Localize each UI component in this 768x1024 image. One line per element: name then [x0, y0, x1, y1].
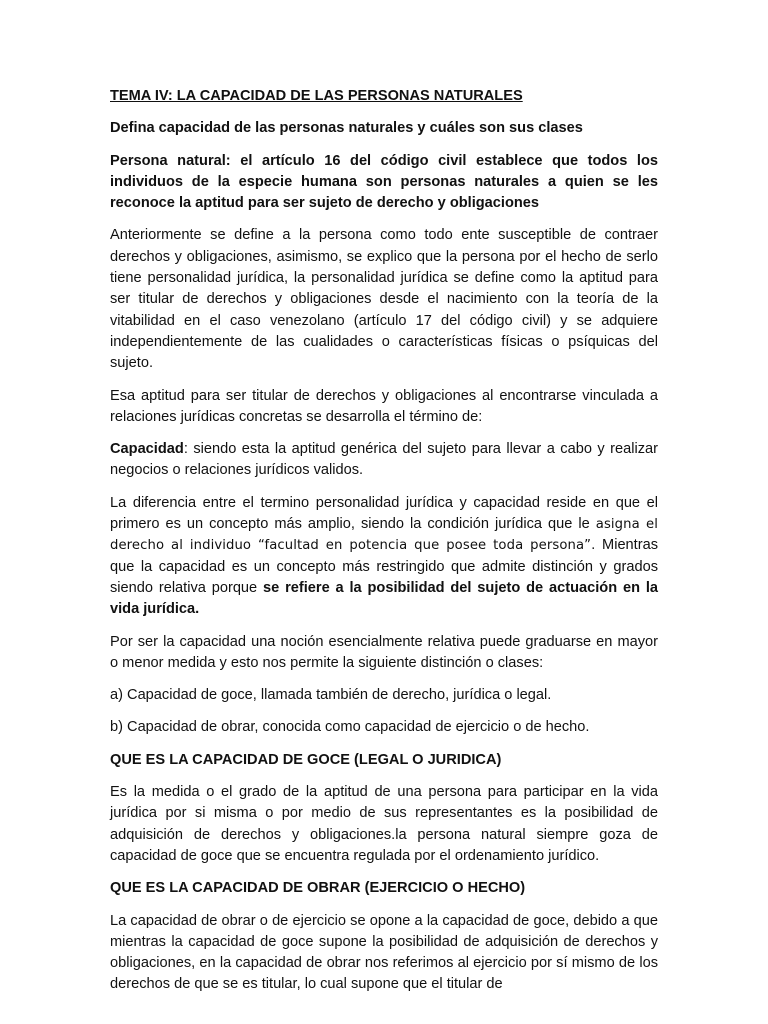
paragraph-capacidad-goce: Es la medida o el grado de la aptitud de una persona para participar en la vida jurídica por si misma o por medio de sus representantes es la posibilidad de adquisición de derechos y obligaciones.la persona natural siempre goza de capacidad de goce que se encuentra regulada por el ordenamiento jurídico.: [110, 784, 658, 864]
capacidad-term: Capacidad: [110, 441, 184, 458]
paragraph-capacidad: [110, 439, 658, 482]
document-page: [110, 78, 658, 1005]
question-heading: Defina capacidad de las personas naturales y cuáles son sus clases: [110, 120, 583, 137]
paragraph-capacidad-obrar: La capacidad de obrar o de ejercicio se opone a la capacidad de goce, debido a que mientras la capacidad de goce supone la posibilidad de adquisición de derechos y obligaciones, en la capacidad de obrar nos referimos al ejercicio por sí mismo de los derechos de que se es titular, lo cual supone que el titular de: [110, 912, 658, 993]
definition-paragraph: Persona natural: el artículo 16 del código civil establece que todos los individuos de la especie humana son personas naturales a quien se les reconoce la aptitud para ser sujeto de derecho y obligaciones: [110, 152, 658, 212]
document-title: TEMA IV: LA CAPACIDAD DE LAS PERSONAS NATURALES: [110, 88, 523, 104]
diferencia-bold-text: se refiere a la posibilidad del sujeto de actuación en la vida jurídica.: [110, 579, 658, 618]
list-item-a: a) Capacidad de goce, llamada también de derecho, jurídica o legal.: [110, 687, 552, 704]
list-item-b: b) Capacidad de obrar, conocida como capacidad de ejercicio o de hecho.: [110, 719, 590, 736]
paragraph-diferencia: [110, 493, 658, 621]
paragraph-aptitud: Esa aptitud para ser titular de derechos y obligaciones al encontrarse vinculada a relaciones jurídicas concretas se desarrolla el término de:: [110, 387, 658, 425]
paragraph-personalidad: Anteriormente se define a la persona como todo ente susceptible de contraer derechos y obligaciones, asimismo, se explico que la persona por el hecho de serlo tiene personalidad jurídica, la personalidad jurídica se define como la aptitud para ser titular de derechos y obligaciones desde el nacimiento con la teoría de la vitabilidad en el caso venezolano (artículo 17 del código civil) y se adquiere independientemente de las cualidades o características físicas o psíquicas del sujeto.: [110, 227, 658, 372]
heading-capacidad-obrar: QUE ES LA CAPACIDAD DE OBRAR (EJERCICIO O HECHO): [110, 880, 526, 897]
diferencia-text-c: Mientras que la capacidad es un concepto más restringido que admite distinción y grados siendo relativa porque: [110, 537, 659, 596]
diferencia-text-a: La diferencia entre el termino personalidad jurídica y capacidad reside en que el primero es un concepto más amplio, siendo la condición jurídica que le: [110, 494, 658, 533]
heading-capacidad-goce: QUE ES LA CAPACIDAD DE GOCE (LEGAL O JURIDICA): [110, 751, 502, 768]
capacidad-definition: : siendo esta la aptitud genérica del sujeto para llevar a cabo y realizar negocios o relaciones jurídicos validos.: [110, 441, 658, 479]
diferencia-text-b: asigna el derecho al individuo “facultad en potencia que posee toda persona”.: [110, 517, 659, 554]
paragraph-clases: Por ser la capacidad una noción esencialmente relativa puede graduarse en mayor o menor medida y esto nos permite la siguiente distinción o clases:: [110, 633, 658, 671]
